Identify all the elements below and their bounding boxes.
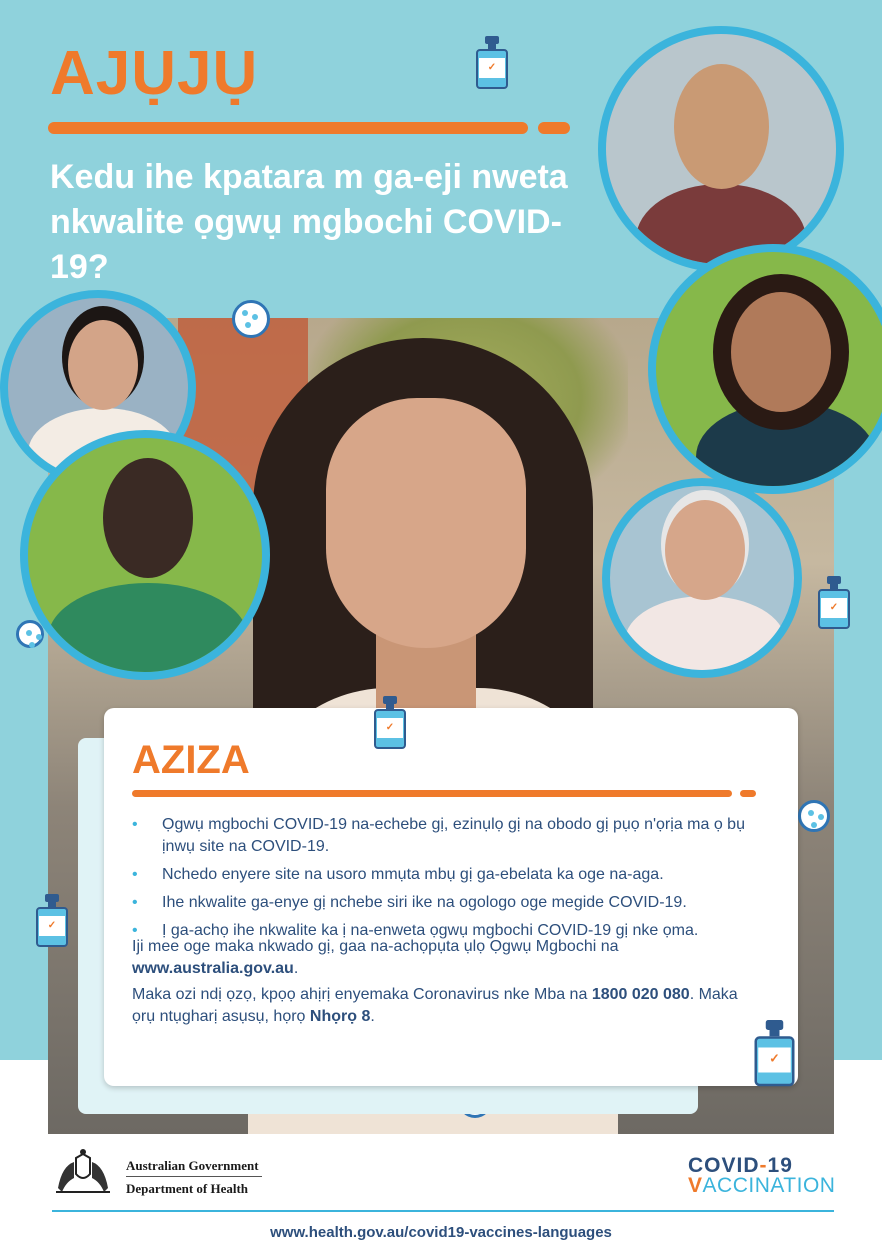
vial-check: ✓ [821, 598, 847, 618]
portrait-doctor-right [602, 478, 802, 678]
portrait-head [68, 320, 138, 410]
booking-paragraph [132, 936, 762, 980]
card-title-underline-dot [740, 790, 756, 797]
covid-logo-line2 [688, 1174, 835, 1198]
virus-icon [798, 800, 830, 832]
hotline-option: Nhọrọ 8 [309, 1008, 371, 1025]
logo-dash: - [759, 1154, 768, 1177]
hotline-end: . [370, 1008, 375, 1025]
vial-cap [45, 894, 59, 902]
hotline-mid: . Maka ọrụ ntụgharị asụsụ, họrọ [132, 986, 738, 1025]
vial-check: ✓ [758, 1048, 791, 1073]
portrait-man-top-right [598, 26, 844, 272]
vial-cap [827, 576, 841, 584]
portrait-head [665, 500, 745, 600]
government-divider [126, 1176, 262, 1177]
hotline-phone[interactable]: 1800 020 080 [591, 986, 690, 1003]
vial-check: ✓ [479, 58, 505, 78]
vaccine-vial-icon [752, 1020, 807, 1108]
vaccine-vial-icon [474, 36, 510, 90]
department-name: Department of Health [126, 1181, 249, 1196]
logo-accination: ACCINATION [702, 1174, 836, 1197]
portrait-man-left [20, 430, 270, 680]
portrait-woman-right [648, 244, 882, 494]
vaccine-vial-icon [816, 576, 852, 630]
vaccine-vial-icon [34, 894, 70, 948]
vaccine-vial-icon [372, 696, 408, 750]
answer-item: • Ọgwụ mgbochi COVID-19 na-echebe gị, ezinụlọ gị na obodo gị pụọ n'ọrịa ma ọ bụ ịnwụ site na COVID-19. [132, 814, 762, 858]
footer-url[interactable]: www.health.gov.au/covid19-vaccines-languages [270, 1224, 612, 1241]
page-title: AJỤJỤ [50, 39, 259, 108]
title-underline-dot [538, 122, 570, 134]
answer-item: • Ihe nkwalite ga-enye gị nchebe siri ike na ogologo oge megide COVID-19. [132, 892, 762, 914]
virus-icon [16, 620, 44, 648]
answer-item: • Ị ga-achọ ihe nkwalite ka ị na-enweta ọgwụ mgbochi COVID-19 gị nke ọma. [132, 920, 762, 942]
vial-check: ✓ [377, 718, 403, 738]
answer-item: • Nchedo enyere site na usoro mmụta mbụ gị ga-ebelata ka oge na-aga. [132, 864, 762, 886]
vial-cap [766, 1020, 784, 1030]
virus-icon [232, 300, 270, 338]
hotline-paragraph [132, 984, 762, 1028]
booking-end: . [293, 960, 299, 977]
portrait-head [731, 292, 831, 412]
answer-card [104, 708, 798, 1086]
portrait-head [674, 64, 769, 189]
government-name: Australian Government [126, 1158, 259, 1173]
booking-text: Iji mee oge maka nkwado gị, gaa na-achọpụta ụlọ Ọgwụ Mgbochi na [132, 938, 619, 955]
logo-19: 19 [767, 1154, 793, 1177]
card-title: AZIZA [132, 738, 250, 782]
portrait-body [48, 583, 248, 680]
hotline-text: Maka ozi ndị ọzọ, kpọọ ahịrị enyemaka Coronavirus nke Mba na [132, 986, 588, 1003]
vial-cap [383, 696, 397, 704]
footer-divider [52, 1210, 834, 1212]
australian-coat-of-arms-icon [50, 1148, 116, 1196]
answer-list [132, 814, 762, 948]
booking-link[interactable]: www.australia.gov.au [132, 960, 294, 977]
logo-v: V [688, 1174, 703, 1197]
vial-check: ✓ [39, 916, 65, 936]
title-underline [48, 122, 528, 134]
vial-cap [485, 36, 499, 44]
logo-covid: COVID [688, 1154, 760, 1177]
card-title-underline [132, 790, 732, 797]
page-subtitle: Kedu ihe kpatara m ga-eji nweta nkwalite ọgwụ mgbochi COVID-19? [50, 158, 568, 286]
portrait-body [625, 596, 785, 678]
portrait-head [103, 458, 193, 578]
photo-face [326, 398, 526, 648]
